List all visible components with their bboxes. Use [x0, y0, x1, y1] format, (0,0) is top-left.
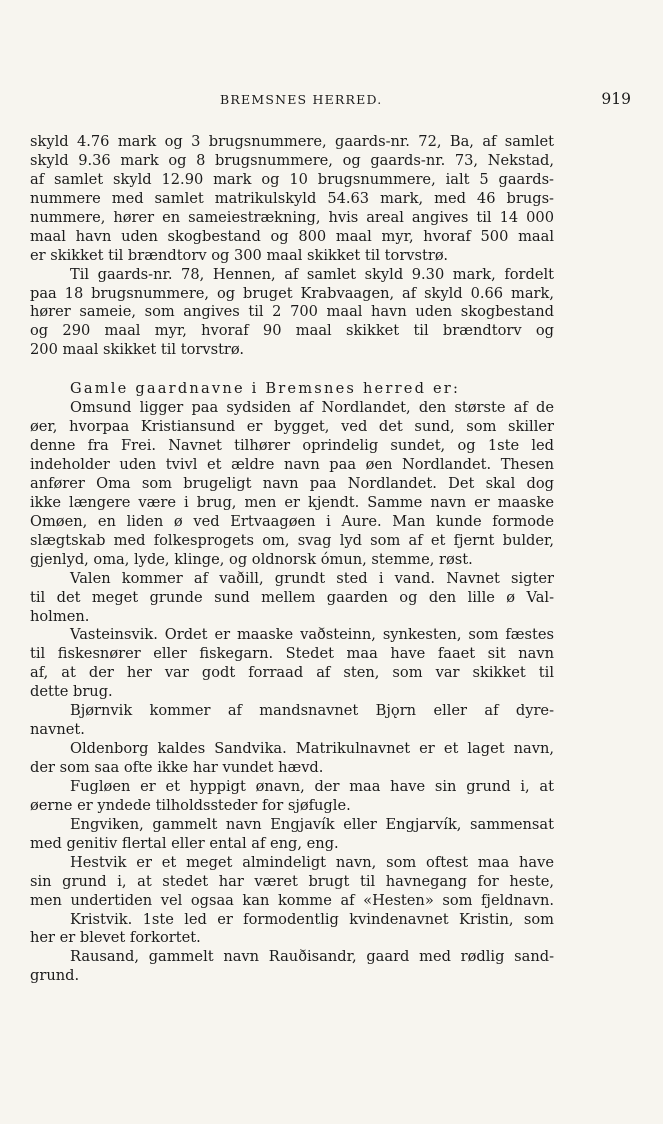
text-line: Fugløen er et hyppigt ønavn, der maa have sin grund i, at [70, 777, 554, 795]
text-line: med genitiv flertal eller ental af eng, eng. [30, 834, 339, 852]
text-line: øerne er yndede tilholdssteder for sjøfugle. [30, 796, 351, 814]
text-line: Rausand, gammelt navn Rauðisandr, gaard med rødlig sand- [70, 948, 554, 966]
text-line: nummere med samlet matrikulskyld 54.63 mark, med 46 brugs- [30, 189, 554, 207]
text-line: grund. [30, 967, 80, 985]
text-line: skyld 9.36 mark og 8 brugsnummere, og gaards-nr. 73, Nekstad, [30, 151, 554, 169]
text-line: Omøen, en liden ø ved Ertvaagøen i Aure. Man kunde formode [30, 512, 554, 530]
text-line: slægtskab med folkesprogets om, svag lyd som af et fjernt bulder, [30, 531, 554, 549]
text-line: ikke længere være i brug, men er kjendt. Samme navn er maaske [30, 493, 554, 511]
text-line: holmen. [30, 607, 90, 625]
text-line: her er blevet forkortet. [30, 929, 201, 947]
text-line: til fiskesnører eller fiskegarn. Stedet maa have faaet sit navn [30, 645, 554, 663]
page-header [30, 92, 643, 116]
text-line: dette brug. [30, 683, 113, 701]
text-line: sin grund i, at stedet har været brugt til havnegang for heste, [30, 872, 554, 890]
running-title: BREMSNES HERRED. [220, 92, 383, 107]
text-line: skyld 4.76 mark og 3 brugsnummere, gaards-nr. 72, Ba, af samlet [30, 133, 554, 150]
text-line: denne fra Frei. Navnet tilhører oprindelig sundet, og 1ste led [30, 437, 554, 455]
section-heading: Gamle gaardnavne i Bremsnes herred er: [70, 380, 461, 398]
text-line: øer, hvorpaa Kristiansund er bygget, ved det sund, som skiller [30, 418, 554, 436]
text-line: 200 maal skikket til torvstrø. [30, 341, 245, 359]
text-line: men undertiden vel ogsaa kan komme af «Hesten» som fjeldnavn. [30, 891, 554, 909]
text-line: gjenlyd, oma, lyde, klinge, og oldnorsk ómun, stemme, røst. [30, 550, 473, 568]
text-line: anfører Oma som brugeligt navn paa Nordlandet. Det skal dog [30, 474, 554, 492]
text-line: Til gaards-nr. 78, Hennen, af samlet skyld 9.30 mark, fordelt [70, 265, 554, 283]
text-line: af, at der her var godt forraad af sten, som var skikket til [30, 664, 554, 682]
section-gap [30, 360, 554, 380]
text-line: hører sameie, som angives til 2 700 maal havn uden skogbestand [30, 303, 554, 321]
text-line: er skikket til brændtorv og 300 maal skikket til torvstrø. [30, 246, 449, 264]
text-line: Kristvik. 1ste led er formodentlig kvindenavnet Kristin, som [70, 910, 554, 928]
text-line: Vasteinsvik. Ordet er maaske vaðsteinn, synkesten, som fæstes [70, 626, 554, 644]
page-number: 919 [601, 90, 631, 108]
text-line: navnet. [30, 721, 85, 739]
text-line: af samlet skyld 12.90 mark og 10 brugsnummere, ialt 5 gaards- [30, 170, 554, 188]
text-line: indeholder uden tvivl et ældre navn paa øen Nordlandet. Thesen [30, 456, 554, 473]
text-line: Omsund ligger paa sydsiden af Nordlandet, den største af de [70, 399, 554, 417]
text-line: Valen kommer af vaðill, grundt sted i vand. Navnet sigter [70, 569, 554, 587]
text-line: til det meget grunde sund mellem gaarden og den lille ø Val- [30, 588, 554, 606]
text-line: nummere, hører en sameiestrækning, hvis areal angives til 14 000 [30, 208, 554, 226]
text-line: Hestvik er et meget almindeligt navn, som oftest maa have [70, 853, 554, 871]
text-line: paa 18 brugsnummere, og bruget Krabvaagen, af skyld 0.66 mark, [30, 284, 554, 302]
text-line: der som saa ofte ikke har vundet hævd. [30, 759, 324, 776]
text-line: Bjørnvik kommer af mandsnavnet Bjǫrn eller af dyre- [70, 702, 554, 720]
text-line: Engviken, gammelt navn Engjavík eller Engjarvík, sammensat [70, 815, 554, 833]
text-line: Oldenborg kaldes Sandvika. Matrikulnavnet er et laget navn, [70, 740, 554, 758]
text-line: maal havn uden skogbestand og 800 maal myr, hvoraf 500 maal [30, 227, 554, 245]
body-text [30, 133, 554, 986]
text-line: og 290 maal myr, hvoraf 90 maal skikket til brændtorv og [30, 322, 554, 340]
